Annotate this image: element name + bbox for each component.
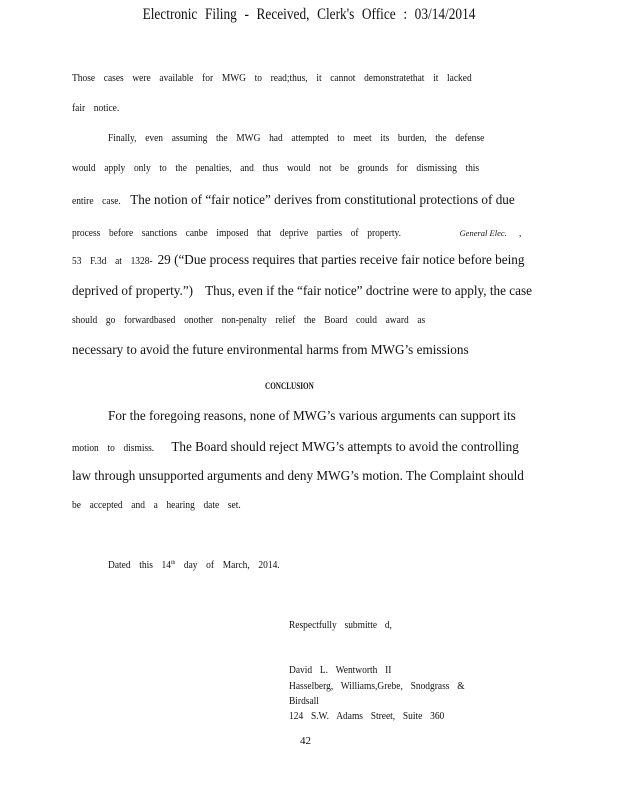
body-line-7-end: 29 (“Due process requires that parties receive fair notice before being — [157, 252, 525, 267]
signature-address: 124 S.W. Adams Street, Suite 360 — [289, 711, 445, 722]
body-line-2: fair notice. — [72, 103, 120, 114]
body-line-8-start: deprived of property.”) — [72, 283, 194, 298]
body-line-7-start: 53 F.3d at 1328- — [72, 256, 153, 267]
body-line-7 — [72, 251, 524, 269]
conclusion-heading: CONCLUSION — [265, 381, 314, 391]
body-line-5-end: The notion of “fair notice” derives from constitutional protections of due — [130, 192, 515, 207]
body-line-11: For the foregoing reasons, none of MWG’s various arguments can support its — [108, 408, 516, 423]
page-number: 42 — [300, 735, 311, 747]
body-line-9: should go forwardbased onother non-penalty relief the Board could award as — [72, 315, 426, 326]
body-line-1: Those cases were available for MWG to read;thus, it cannot demonstratethat it lacked — [72, 73, 472, 84]
body-line-8 — [72, 282, 532, 300]
body-line-5-start: entire case. — [72, 196, 121, 207]
body-line-6-start: process before sanctions canbe imposed that deprive parties of property. — [72, 228, 401, 239]
body-line-12 — [72, 438, 519, 456]
dated-ordinal: th — [171, 560, 176, 566]
body-line-4: would apply only to the penalties, and thus would not be grounds for dismissing this — [72, 163, 480, 174]
body-line-8-end: Thus, even if the “fair notice” doctrine were to apply, the case — [205, 283, 532, 298]
citation-comma: , — [518, 228, 522, 239]
signature-name: David L. Wentworth II — [289, 665, 392, 676]
filing-header: Electronic Filing - Received, Clerk's Office : 03/14/2014 — [142, 6, 476, 23]
body-line-10: necessary to avoid the future environmental harms from MWG’s emissions — [72, 342, 469, 357]
body-line-13: law through unsupported arguments and deny MWG’s motion. The Complaint should — [72, 468, 524, 483]
dated-start: Dated this 14 — [108, 560, 171, 571]
signature-firm-line-2: Birdsall — [289, 696, 319, 707]
dated-end: day of March, 2014. — [175, 560, 280, 571]
body-line-12-start: motion to dismiss. — [72, 443, 155, 454]
body-line-3: Finally, even assuming the MWG had attempted to meet its burden, the defense — [108, 133, 485, 144]
signature-closing: Respectfully submitte d, — [289, 620, 392, 631]
case-citation: General Elec. — [459, 228, 507, 238]
body-line-6 — [72, 223, 521, 241]
signature-firm-line-1: Hasselberg, Williams,Grebe, Snodgrass & — [289, 681, 465, 692]
body-line-5 — [72, 191, 515, 209]
body-line-14: be accepted and a hearing date set. — [72, 500, 241, 511]
body-line-12-end: The Board should reject MWG’s attempts to avoid the controlling — [171, 439, 519, 454]
dated-line — [108, 560, 280, 571]
